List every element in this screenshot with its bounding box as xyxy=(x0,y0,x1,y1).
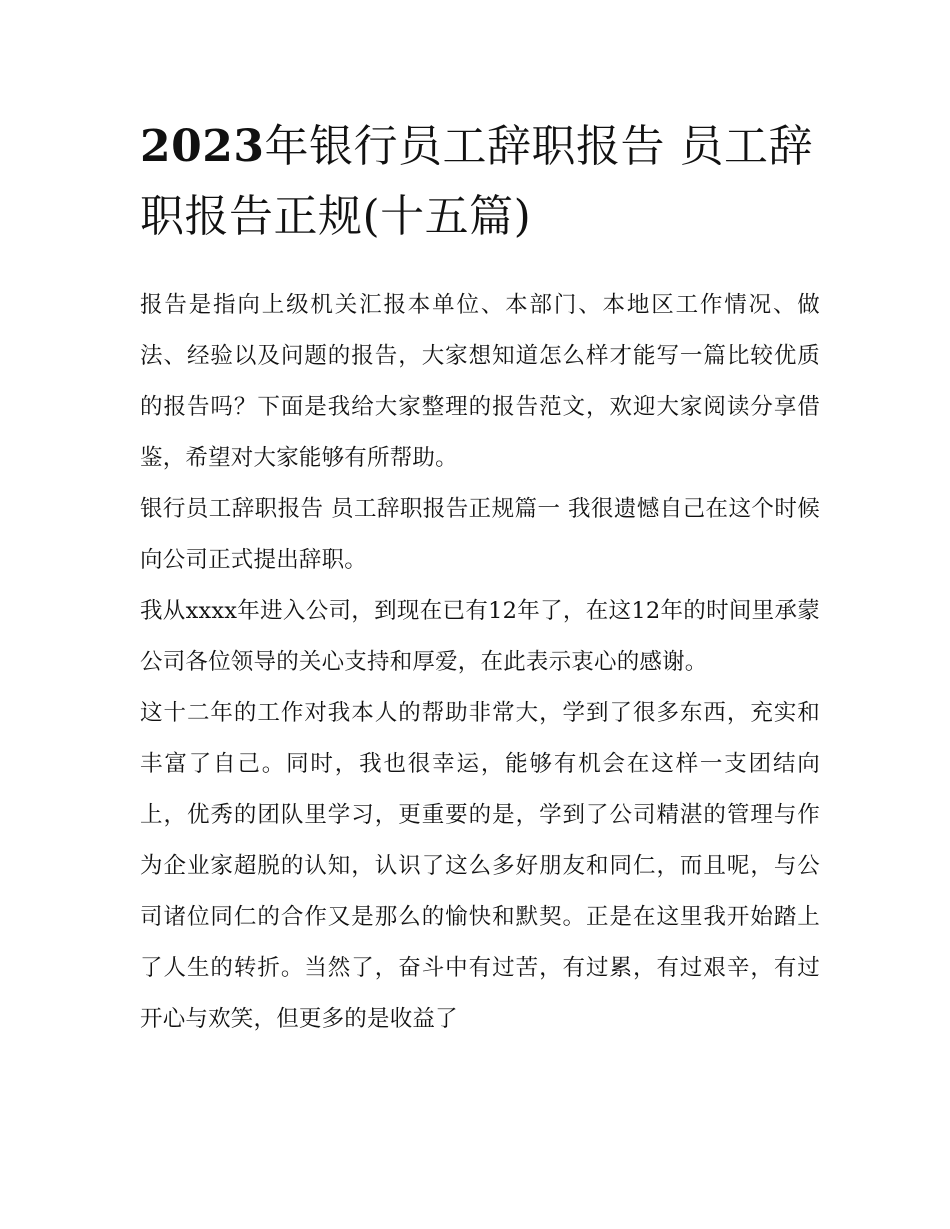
title-text: 年银行员工辞职报告 员工辞职报告正规(十五篇) xyxy=(140,121,813,242)
paragraph-intro: 报告是指向上级机关汇报本单位、本部门、本地区工作情况、做法、经验以及问题的报告，大家想知道怎么样才能写一篇比较优质的报告吗？下面是我给大家整理的报告范文，欢迎大家阅读分享借鉴，希望对大家能够有所帮助。 xyxy=(140,292,820,471)
paragraph-heading-1: 银行员工辞职报告 员工辞职报告正规篇一 我很遗憾自己在这个时候向公司正式提出辞职。 xyxy=(140,496,820,573)
document-title xyxy=(140,112,820,252)
paragraph-2: 我从xxxx年进入公司，到现在已有12年了，在这12年的时间里承蒙公司各位领导的关心支持和厚爱，在此表示衷心的感谢。 xyxy=(140,598,820,675)
document-body xyxy=(140,280,820,1045)
title-year: 2023 xyxy=(140,121,265,172)
document-page xyxy=(140,112,820,1045)
paragraph-3: 这十二年的工作对我本人的帮助非常大，学到了很多东西，充实和丰富了自己。同时，我也很幸运，能够有机会在这样一支团结向上，优秀的团队里学习，更重要的是，学到了公司精湛的管理与作为企业家超脱的认知，认识了这么多好朋友和同仁，而且呢，与公司诸位同仁的合作又是那么的愉快和默契。正是在这里我开始踏上了人生的转折。当然了，奋斗中有过苦，有过累，有过艰辛，有过开心与欢笑，但更多的是收益了 xyxy=(140,700,820,1032)
